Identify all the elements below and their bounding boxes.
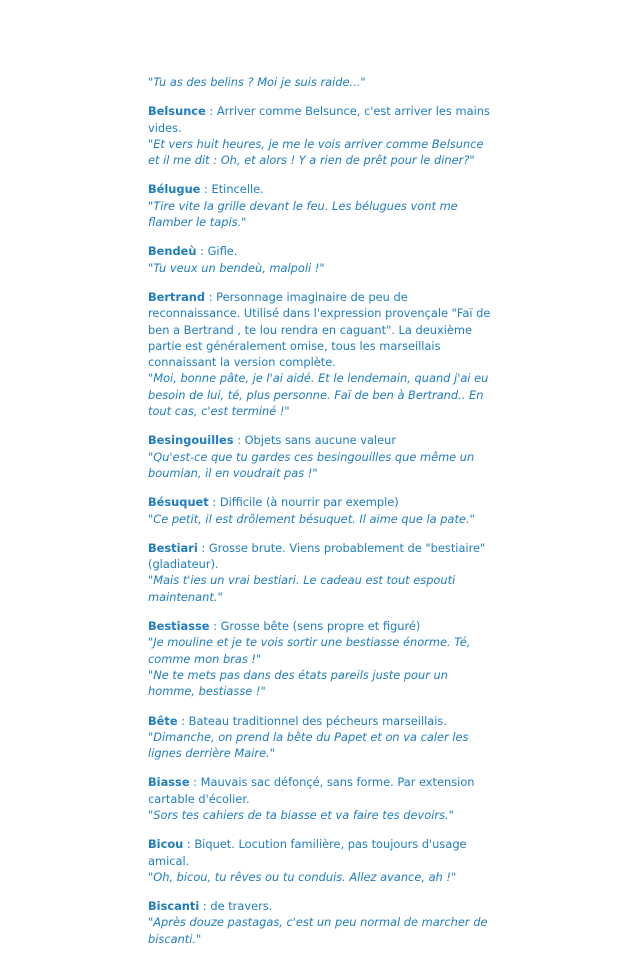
- entry-example: "Et vers huit heures, je me le vois arriver comme Belsunce et il me dit : Oh, et alors ! Y a rien de prêt pour le diner?": [148, 136, 484, 168]
- entry-example: "Tu veux un bendeù, malpoli !": [148, 260, 325, 275]
- entry-example: "Moi, bonne pâte, je l'ai aidé. Et le lendemain, quand j'ai eu besoin de lui, té, plus personne. Faï de ben à Bertrand.. En tout cas, c'est terminé !": [148, 371, 489, 419]
- entry-definition: : de travers.: [199, 899, 273, 914]
- entry-example: "Ce petit, il est drôlement bésuquet. Il aime que la pate.": [148, 511, 475, 526]
- glossary-entries: [148, 103, 498, 947]
- entry-term: Besingouilles: [148, 433, 234, 448]
- entry-example: "Dimanche, on prend la bête du Papet et on va caler les lignes derrière Maire.": [148, 729, 469, 761]
- glossary-entry: [148, 432, 498, 481]
- intro-quote: "Tu as des belins ? Moi je suis raide...": [148, 75, 366, 89]
- entry-definition: : Biquet. Locution familière, pas toujours d'usage amical.: [148, 837, 467, 868]
- entry-term: Bestiari: [148, 540, 198, 555]
- entry-example: "Oh, bicou, tu rêves ou tu conduis. Allez avance, ah !": [148, 869, 457, 884]
- entry-definition: : Grosse bête (sens propre et figuré): [209, 619, 421, 634]
- entry-term: Bésuquet: [148, 495, 209, 510]
- glossary-entry: [148, 181, 498, 230]
- entry-example: "Tire vite la grille devant le feu. Les bélugues vont me flamber le tapis.": [148, 198, 458, 230]
- entry-definition: : Objets sans aucune valeur: [233, 433, 396, 448]
- glossary-entry: [148, 898, 498, 947]
- entry-term: Bicou: [148, 837, 184, 852]
- entry-example: "Sors tes cahiers de ta biasse et va faire tes devoirs.": [148, 807, 454, 822]
- entry-definition: : Grosse brute. Viens probablement de "bestiaire" (gladiateur).: [148, 540, 486, 572]
- entry-term: Biscanti: [148, 899, 200, 914]
- entry-example: "Je mouline et je te vois sortir une bestiasse énorme. Té, comme mon bras !": [148, 635, 471, 666]
- entry-definition: : Gifle.: [196, 244, 238, 259]
- entry-example: "Après douze pastagas, c'est un peu normal de marcher de biscanti.": [148, 915, 488, 946]
- entry-term: Bendeù: [148, 244, 197, 259]
- glossary-entry: [148, 243, 498, 276]
- entry-definition: : Mauvais sac défonçé, sans forme. Par extension cartable d'écolier.: [148, 775, 475, 806]
- glossary-entry: [148, 103, 498, 168]
- glossary-entry: [148, 494, 498, 527]
- entry-example: "Qu'est-ce que tu gardes ces besingouilles que même un boumian, il en voudrait pas !": [148, 449, 475, 480]
- glossary-entry: [148, 618, 498, 699]
- glossary-entry: [148, 774, 498, 823]
- glossary-entry: [148, 289, 498, 419]
- entry-definition: : Personnage imaginaire de peu de reconnaissance. Utilisé dans l'expression provençale "Faï de ben a Bertrand , te lou rendra en caguant". La deuxième partie est généralement omise, tous les marseillais connaissant la version complète.: [148, 289, 491, 370]
- entry-definition: : Etincelle.: [200, 182, 264, 197]
- entry-term: Bélugue: [148, 182, 201, 197]
- entry-example: "Mais t'ies un vrai bestiari. Le cadeau est tout espouti maintenant.": [148, 573, 456, 604]
- entry-example: "Ne te mets pas dans des états pareils juste pour un homme, bestiasse !": [148, 667, 448, 699]
- entry-term: Biasse: [148, 775, 190, 790]
- entry-term: Bestiasse: [148, 619, 210, 634]
- document-page: [148, 74, 498, 960]
- glossary-entry: [148, 713, 498, 762]
- glossary-entry: [148, 540, 498, 605]
- entry-definition: : Difficile (à nourrir par exemple): [208, 495, 399, 510]
- entry-definition: : Bateau traditionnel des pécheurs marseillais.: [177, 713, 447, 728]
- entry-definition: : Arriver comme Belsunce, c'est arriver les mains vides.: [148, 104, 490, 135]
- entry-term: Bertrand: [148, 289, 206, 304]
- glossary-entry: [148, 836, 498, 885]
- entry-term: Bête: [148, 713, 178, 728]
- entry-term: Belsunce: [148, 104, 206, 119]
